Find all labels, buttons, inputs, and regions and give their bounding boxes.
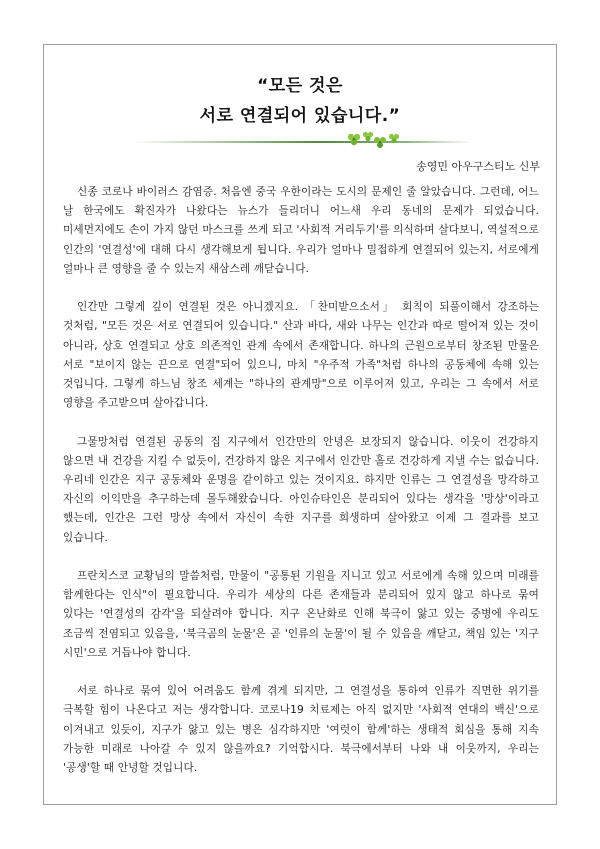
title-line-2: 서로 연결되어 있습니다.” [199, 106, 401, 126]
paragraph-3: 그물망처럼 연결된 공동의 집 지구에서 인간만의 안녕은 보장되지 않습니다. 이웃이 건강하지 않으면 내 건강을 지킬 수 없듯이, 건강하지 않은 지구에서 인간만 홀로 건강하게 지낼 수는 없습니다. 우리네 인간은 지구 공동체와 운명을 같이하고 있는 것이지요. 하지만 인류는 그 연결성을 망각하고 자신의 이익만을 추구하는데 몰두해왔습니다. 아인슈타인은 분리되어 있다는 생각을 '망상'이라고 했는데, 인간은 그런 망상 속에서 자신이 속한 지구를 희생하며 살아왔고 이제 그 결과를 보고 있습니다. [63, 435, 539, 544]
paragraph-4: 프란치스코 교황님의 말씀처럼, 만물이 "공통된 기원을 지니고 있고 서로에게 속해 있으며 미래를 함께한다는 인식"이 필요합니다. 우리가 세상의 다른 존재들과 분리되어 있지 않고 하나로 묶여 있다는 '연결성의 감각'을 되살려야 합니다. 지구 온난화로 인해 북극이 앓고 있는 중병에 우리도 조금씩 전염되고 있음을, '북극곰의 눈물'은 곧 '인류의 눈물'이 될 수 있음을 깨닫고, 책임 있는 '지구 시민'으로 거듭나야 합니다. [63, 570, 539, 659]
paragraph-1: 신종 코로나 바이러스 감염증. 처음엔 중국 우한이라는 도시의 문제인 줄 알았습니다. 그런데, 어느 날 한국에도 확진자가 나왔다는 뉴스가 들리더니 어느새 우리 동네의 문제가 되었습니다. 미세먼지에도 손이 가지 않던 마스크를 쓰게 되고 '사회적 거리두기'를 의식하며 살다보니, 역설적으로 인간의 '연결성'에 대해 다시 생각해보게 됩니다. 우리가 얼마나 밀접하게 연결되어 있는지, 서로에게 얼마나 큰 영향을 줄 수 있는지 새삼스레 깨닫습니다. [63, 186, 539, 275]
article-body [63, 183, 539, 797]
author-byline: 송영민 아우구스티노 신부 [416, 160, 540, 173]
clover-leaves-icon [348, 132, 399, 148]
paragraph-5: 서로 하나로 묶여 있어 어려움도 함께 겪게 되지만, 그 연결성을 통하여 인류가 직면한 위기를 극복할 힘이 나온다고 저는 생각합니다. 코로나19 치료제는 아직 없지만 '사회적 연대의 백신'으로 이겨내고 있듯이, 지구가 앓고 있는 병은 심각하지만 '여럿이 함께'하는 생태적 회심을 통해 지속 가능한 미래로 나아갈 수 있지 않을까요? 기억합시다. 북극에서부터 나와 내 이웃까지, 우리는 '공생'할 때 안녕할 것입니다. [63, 685, 539, 775]
divider-leaves-decoration [132, 130, 472, 150]
page-frame [43, 44, 557, 805]
title-line-1: “모든 것은 [257, 76, 343, 96]
title-block [44, 71, 556, 131]
paragraph-2: 인간만 그렇게 깊이 연결된 것은 아니겠지요. 「찬미받으소서」 회칙이 되풀이해서 강조하는 것처럼, "모든 것은 서로 연결되어 있습니다." 산과 바다, 새와 나무는 인간과 따로 떨어져 있는 것이 아니라, 상호 연결되고 상호 의존적인 관계 속에서 존재합니다. 하나의 근원으로부터 창조된 만물은 서로 "보이지 않는 끈으로 연결"되어 있으니, 마치 "우주적 가족"처럼 하나의 공동체에 속해 있는 것입니다. 그렇게 하느님 창조 세계는 "하나의 관계망"으로 이루어져 있고, 우리는 그 속에서 서로 영향을 주고받으며 살아갑니다. [63, 301, 539, 410]
divider-rule [132, 141, 472, 143]
